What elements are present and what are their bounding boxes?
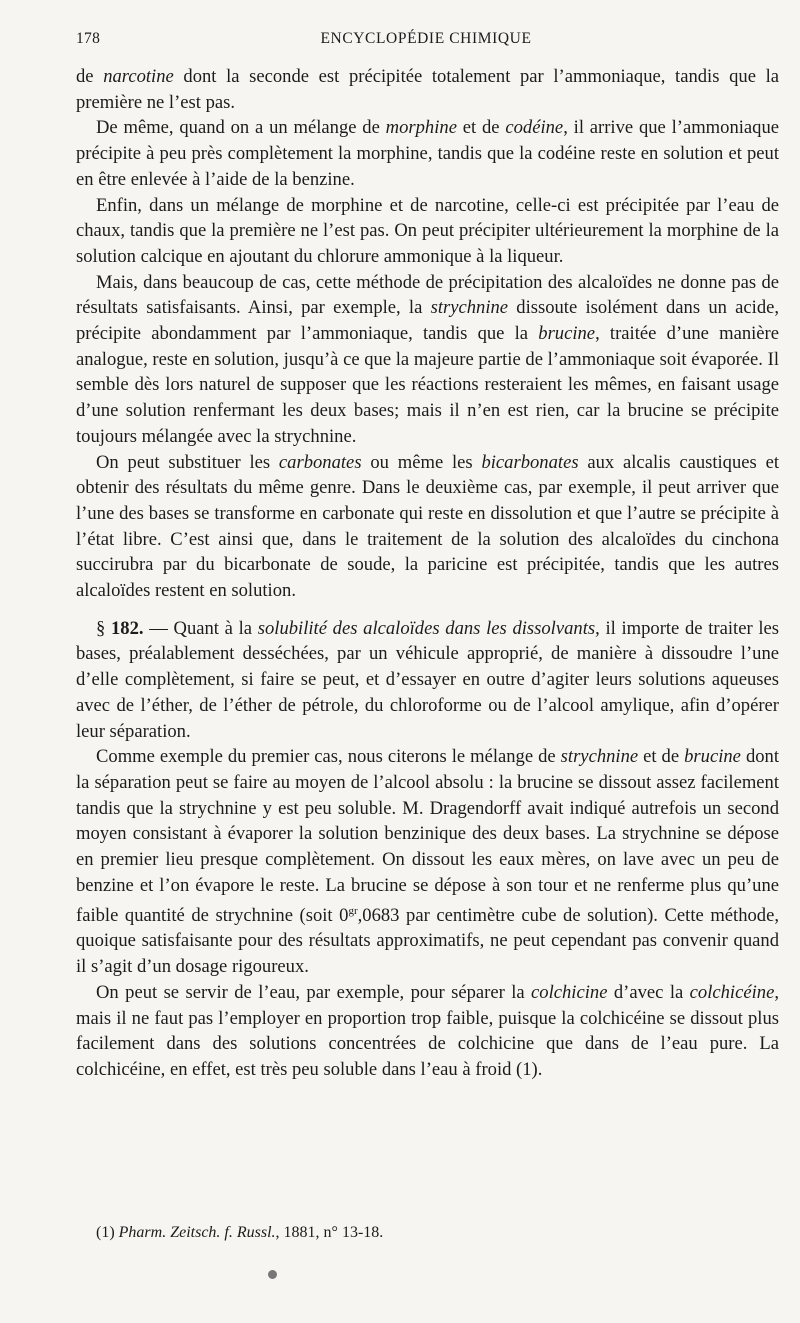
paragraph-8 — [76, 980, 779, 1083]
text-run: — Quant à la — [143, 617, 258, 639]
text-run: , traitée d’une manière analogue, reste en solution, jusqu’à ce que la majeure partie de l’ammoniaque soit évaporée. Il semble dès lors naturel de supposer que les réactions resteraient les mêmes, en faisant usage d’une solution renfermant les deux bases; mais il n’en est rien, car la brucine se précipite toujours mélangée avec la strychnine. — [76, 323, 779, 447]
section-number: 182. — [111, 617, 144, 639]
ink-blot — [268, 1270, 277, 1279]
italic-term: brucine — [538, 323, 596, 345]
italic-term: brucine — [684, 746, 741, 768]
paragraph-2 — [76, 115, 779, 192]
italic-term: morphine — [385, 117, 457, 139]
text-run: d’avec la — [607, 981, 690, 1003]
text-run: On peut substituer les — [96, 451, 279, 473]
paragraph-3 — [76, 193, 779, 270]
page-number: 178 — [76, 30, 101, 47]
unit-superscript: gr — [348, 904, 358, 917]
text-run: De même, quand on a un mélange de — [96, 117, 386, 139]
text-run: On peut se servir de l’eau, par exemple, pour séparer la — [96, 981, 532, 1003]
italic-term: colchicine — [531, 981, 608, 1003]
running-header — [76, 28, 776, 52]
italic-term: solubilité des alcaloïdes dans les dissolvants — [257, 617, 596, 639]
footnote — [96, 1222, 383, 1244]
paragraph-1 — [76, 64, 779, 115]
text-run: dissoute isolément dans un acide, précipite abondamment par l’ammoniaque, tandis que la — [76, 297, 780, 345]
text-run: de — [76, 66, 104, 87]
text-run: , il arrive que l’ammoniaque précipite à peu près complètement la morphine, tandis que la codéine reste en solution et peut en être enlevée à l’aide de la benzine. — [76, 117, 780, 190]
paragraph-5 — [76, 450, 779, 604]
text-run: aux alcalis caustiques et obtenir des résultats du même genre. Dans le deuxième cas, par exemple, il peut arriver que l’une des bases se transforme en carbonate qui reste en dissolution et que l’autre se précipite à l’état libre. C’est ainsi que, dans le traitement de la solution des alcaloïdes du cinchona succirubra par du bicarbonate de soude, la paricine est précipitée, tandis que les autres alcaloïdes restent en solution. — [76, 451, 779, 602]
text-run: et de — [456, 117, 506, 139]
paragraph-4 — [76, 270, 779, 450]
italic-term: colchicéine — [689, 981, 775, 1003]
italic-term: strychnine — [430, 297, 509, 319]
footnote-reference: , 1881, n° 13-18. — [275, 1224, 384, 1241]
body-text — [76, 64, 779, 1083]
paragraph-section-182 — [76, 616, 779, 745]
text-run: ,0683 par centimètre cube de solution). Cette méthode, quoique satisfaisante pour des résultats approximatifs, ne peut cependant pas convenir quand il s’agit d’un dosage rigoureux. — [76, 904, 779, 978]
section-sign: § — [96, 617, 111, 639]
text-run: et de — [638, 746, 685, 768]
text-run: Enfin, dans un mélange de morphine et de narcotine, celle-ci est précipitée par l’eau de chaux, tandis que la première ne l’est pas. On peut précipiter ultérieurement la morphine de la solution calcique en ajoutant du chlorure ammonique à la liqueur. — [76, 194, 779, 267]
running-title: ENCYCLOPÉDIE CHIMIQUE — [320, 30, 532, 47]
text-run: dont la seconde est précipitée totalement par l’ammoniaque, tandis que la première ne l’est pas. — [76, 66, 779, 113]
italic-term: strychnine — [560, 746, 639, 768]
footnote-marker: (1) — [96, 1224, 119, 1241]
italic-term: narcotine — [103, 66, 174, 87]
paragraph-7 — [76, 744, 779, 980]
text-run: , il importe de traiter les bases, préalablement desséchées, par un véhicule approprié, de manière à dissoudre l’une d’elle complètement, si faire se peut, et d’essayer en outre d’agiter leurs solutions aqueuses avec de l’éther, de l’éther de pétrole, du chloroforme ou de l’alcool amylique, afin d’opérer leur séparation. — [76, 617, 779, 742]
italic-term: bicarbonates — [481, 451, 579, 473]
italic-term: carbonates — [278, 451, 362, 473]
text-run: ou même les — [361, 451, 482, 473]
italic-term: codéine — [505, 117, 564, 139]
text-run: Comme exemple du premier cas, nous citerons le mélange de — [96, 746, 561, 768]
footnote-journal: Pharm. Zeitsch. f. Russl. — [118, 1224, 276, 1241]
text-run: dont la séparation peut se faire au moyen de l’alcool absolu : la brucine se dissout assez facilement tandis que la strychnine y est peu soluble. M. Dragendorff avait indiqué autrefois un second moyen consistant à évaporer la solution benzinique des deux bases. La strychnine se dépose en premier lieu presque complètement. On dissout les eaux mères, on lave avec un peu de benzine et l’on évapore le reste. La brucine se dépose à son tour et ne renferme plus qu’une faible quantité de strychnine (soit 0 — [76, 746, 780, 926]
text-run: , mais il ne faut pas l’employer en proportion trop faible, puisque la colchicéine se dissout plus facilement dans des solutions concentrées de colchicine que dans de l’eau pure. La colchicéine, en effet, est très peu soluble dans l’eau à froid (1). — [76, 981, 779, 1080]
text-run: Mais, dans beaucoup de cas, cette méthode de précipitation des alcaloïdes ne donne pas de résultats satisfaisants. Ainsi, par exemple, la — [76, 271, 779, 319]
